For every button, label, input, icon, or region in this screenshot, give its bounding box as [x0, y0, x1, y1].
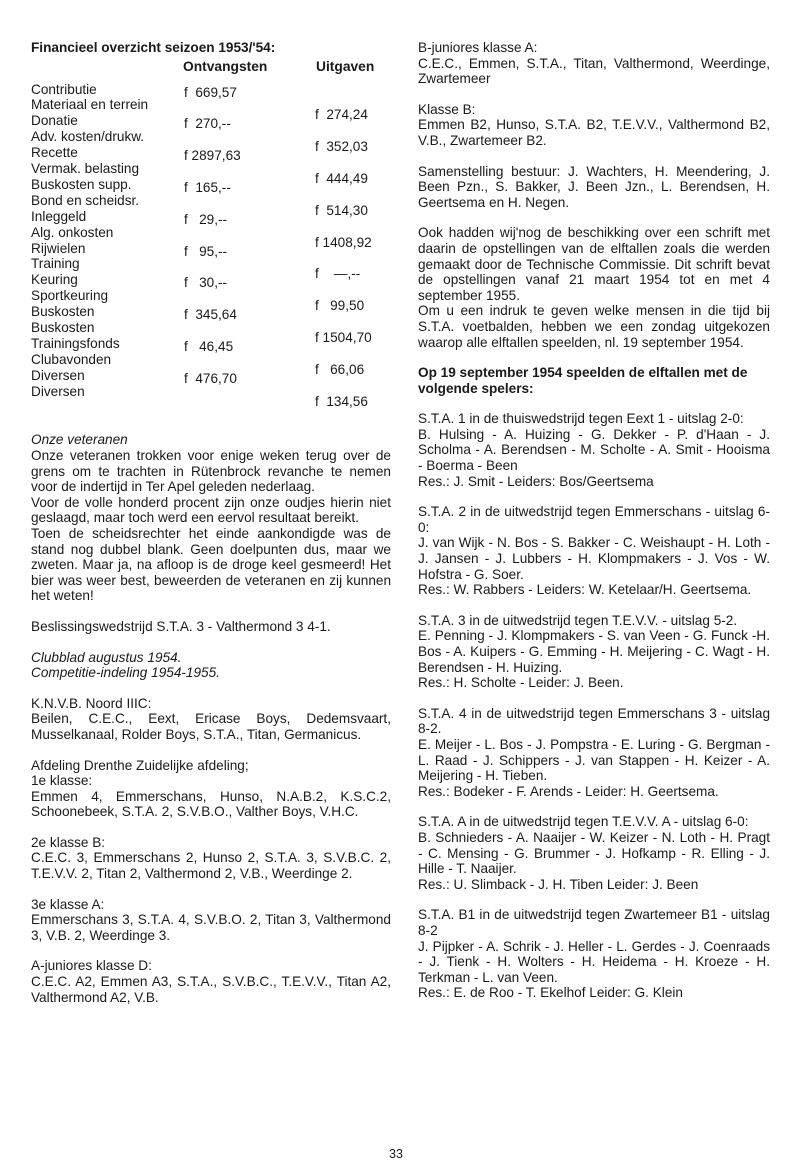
veterans-paragraph: Voor de volle honderd procent zijn onze oudjes hierin niet geslaagd, maar toch werd een eervol resultaat bereikt. — [31, 494, 391, 526]
financial-label: Diversen — [31, 383, 85, 399]
financial-row — [31, 368, 391, 384]
financial-label: Alg. onkosten — [31, 224, 114, 240]
financial-label: Bond en scheidsr. — [31, 192, 140, 208]
expense-header: Uitgaven — [316, 58, 375, 74]
income-amount: f 46,45 — [184, 338, 234, 354]
income-amount: f 270,-- — [184, 116, 231, 132]
income-amount: f 476,70 — [184, 370, 237, 386]
expense-amount: f 1408,92 — [315, 234, 372, 250]
financial-label: Materiaal en terrein — [31, 97, 149, 113]
league-block — [418, 102, 770, 149]
match-header: S.T.A. 2 in de uitwedstrijd tegen Emmerschans - uitslag 6-0: — [418, 504, 770, 535]
match-block — [418, 814, 770, 892]
income-amount: f 2897,63 — [184, 148, 241, 164]
veterans-paragraph: Toen de scheidsrechter het einde aankondigde was de stand nog dubbel blank. Geen doelpunten dus, maar we zweten. Maar ja, na afloop is de droge keel gesmeerd! Het bier was weer best, beweerden de veteranen en zij kunnen het weten! — [31, 525, 391, 604]
income-amount: f 30,-- — [184, 275, 228, 291]
competition-title: Competitie-indeling 1954-1955. — [31, 665, 220, 681]
notebook-paragraph: Ook hadden wij'nog de beschikking over een schrift met daarin de opstellingen van de elftallen zoals die werden gemaakt door de Technische Commissie. Dit schrift bevat de opstellingen vanaf 21 maart 1954 tot en met 4 september 1955. — [418, 225, 770, 303]
financial-row — [31, 241, 391, 257]
decider-result: Beslissingswedstrijd S.T.A. 3 - Valthermond 3 4-1. — [31, 618, 331, 634]
league-title: B-juniores klasse A: — [418, 40, 538, 55]
financial-row — [31, 272, 391, 291]
veterans-paragraph: Onze veteranen trokken voor enige weken terug over de grens om te trachten in Rütenbrock revanche te nemen voor de indertijd in Ter Apel geleden nederlaag. — [31, 448, 391, 495]
league-block — [31, 758, 391, 820]
financial-label: Inleggeld — [31, 208, 87, 224]
financial-label: Buskosten — [31, 319, 95, 335]
match-players: E. Penning - J. Klompmakers - S. van Veen - G. Funck -H. Bos - A. Kuipers - G. Emming - H. Meijering - C. Wagt - H. Berendsen - H. Huizing. — [418, 628, 770, 675]
match-block — [418, 613, 770, 691]
lineups-heading: Op 19 september 1954 speelden de elftallen met de volgende spelers: — [418, 365, 748, 396]
league-teams: C.E.C., Emmen, S.T.A., Titan, Valthermond, Weerdinge, Zwartemeer — [418, 55, 770, 87]
financial-row — [31, 177, 391, 193]
league-block — [31, 958, 391, 1005]
league-title: K.N.V.B. Noord IIIC: — [31, 695, 152, 711]
match-reserves: Res.: H. Scholte - Leider: J. Been. — [418, 675, 624, 691]
match-players: B. Schnieders - A. Naaijer - W. Keizer - N. Loth - H. Pragt - C. Mensing - G. Brummer - J. Hofkamp - R. Elling - J. Hille - T. Naaijer. — [418, 829, 770, 877]
match-players: E. Meijer - L. Bos - J. Pompstra - E. Luring - G. Bergman - L. Raad - J. Schippers - J. van Stappen - H. Keizer - A. Meijering - H. Tieben. — [418, 736, 770, 784]
financial-label: Vermak. belasting — [31, 161, 140, 177]
financial-row — [31, 82, 391, 98]
expense-amount: f 444,49 — [315, 171, 368, 187]
league-block — [418, 40, 770, 87]
right-column — [418, 40, 770, 1001]
league-teams: C.E.C. A2, Emmen A3, S.T.A., S.V.B.C., T.E.V.V., Titan A2, Valthermond A2, V.B. — [31, 974, 391, 1005]
league-teams: Emmen 4, Emmerschans, Hunso, N.A.B.2, K.S.C.2, Schoonebeek, S.T.A. 2, S.V.B.O., Valther Boys, V.H.C. — [31, 788, 391, 820]
league-title: 2e klasse B: — [31, 834, 106, 850]
expense-amount: f 1504,70 — [315, 329, 372, 345]
board-composition: Samenstelling bestuur: J. Wachters, H. Meendering, J. Been Pzn., S. Bakker, J. Been Jzn., L. Berendsen, H. Geertsema en H. Negen. — [418, 163, 770, 210]
financial-row — [31, 304, 391, 323]
financial-label: Keuring — [31, 272, 78, 288]
expense-amount: f 352,03 — [315, 139, 368, 155]
match-header: S.T.A. 3 in de uitwedstrijd tegen T.E.V.V. - uitslag 5-2. — [418, 612, 738, 628]
expense-amount: f 274,24 — [315, 107, 368, 123]
financial-row — [31, 145, 391, 164]
financial-label: Sportkeuring — [31, 288, 109, 304]
financial-label: Recette — [31, 145, 78, 161]
income-amount: f 165,-- — [184, 179, 231, 195]
income-amount: f 669,57 — [184, 84, 237, 100]
left-column — [31, 40, 391, 1005]
league-block — [31, 835, 391, 882]
match-reserves: Res.: J. Smit - Leiders: Bos/Geertsema — [418, 473, 654, 489]
match-reserves: Res.: W. Rabbers - Leiders: W. Ketelaar/H. Geertsema. — [418, 582, 752, 598]
clubblad-date: Clubblad augustus 1954. — [31, 649, 182, 665]
financial-label: Training — [31, 256, 80, 272]
financial-label: Buskosten — [31, 304, 95, 320]
financial-row — [31, 336, 391, 352]
league-teams: Emmen B2, Hunso, S.T.A. B2, T.E.V.V., Valthermond B2, V.B., Zwartemeer B2. — [418, 117, 770, 148]
match-block — [418, 706, 770, 800]
expense-amount: f 514,30 — [315, 202, 368, 218]
financial-label: Contributie — [31, 81, 97, 97]
league-teams: Emmerschans 3, S.T.A. 4, S.V.B.O. 2, Titan 3, Valthermond 3, V.B. 2, Weerdinge 3. — [31, 912, 391, 943]
page-number: 33 — [389, 1147, 403, 1161]
financial-header — [31, 56, 391, 82]
match-header: S.T.A. 4 in de uitwedstrijd tegen Emmerschans 3 - uitslag 8-2. — [418, 705, 770, 737]
financial-row — [31, 113, 391, 132]
income-amount: f 95,-- — [184, 243, 228, 259]
league-block — [31, 897, 391, 944]
league-title: 3e klasse A: — [31, 896, 105, 912]
match-reserves: Res.: E. de Roo - T. Ekelhof Leider: G. Klein — [418, 985, 683, 1001]
league-block — [31, 696, 391, 743]
income-amount: f 345,64 — [184, 307, 237, 323]
match-reserves: Res.: U. Slimback - J. H. Tiben Leider: J. Been — [418, 876, 699, 892]
financial-label: Buskosten supp. — [31, 176, 132, 192]
league-title: Klasse B: — [418, 101, 476, 117]
financial-row — [31, 209, 391, 225]
match-players: B. Hulsing - A. Huizing - G. Dekker - P. d'Haan - J. Scholma - A. Berendsen - M. Scholte - A. Smit - Hooisma - Boerma - Been — [418, 426, 770, 474]
financial-table — [31, 81, 391, 409]
match-players: J. Pijpker - A. Schrik - J. Heller - L. Gerdes - J. Coenraads - J. Tienk - H. Wolters - H. Heidema - H. Kroeze - H. Terkman - L. van Veen. — [418, 938, 770, 985]
veterans-heading: Onze veteranen — [31, 432, 128, 448]
match-header: S.T.A. 1 in de thuiswedstrijd tegen Eext 1 - uitslag 2-0: — [418, 411, 744, 427]
match-block — [418, 907, 770, 1001]
income-amount: f 29,-- — [184, 211, 228, 227]
expense-amount: f 66,06 — [315, 361, 365, 377]
league-title: Afdeling Drenthe Zuidelijke afdeling; — [31, 757, 249, 773]
match-list — [418, 411, 770, 1001]
financial-label: Trainingsfonds — [31, 335, 120, 351]
financial-label: Adv. kosten/drukw. — [31, 129, 145, 145]
match-block — [418, 411, 770, 489]
expense-amount: f —,-- — [315, 266, 361, 282]
notebook-paragraph: Om u een indruk te geven welke mensen in die tijd bij S.T.A. voetbalden, hebben we een zondag uitgekozen waarop alle elftallen speelden, nl. 19 september 1954. — [418, 303, 770, 350]
financial-row — [31, 383, 391, 409]
match-header: S.T.A. A in de uitwedstrijd tegen T.E.V.V. A - uitslag 6-0: — [418, 814, 749, 830]
financial-label: Clubavonden — [31, 351, 112, 367]
league-teams: Beilen, C.E.C., Eext, Ericase Boys, Dedemsvaart, Musselkanaal, Rolder Boys, S.T.A., Titan, Germanicus. — [31, 711, 391, 742]
match-reserves: Res.: Bodeker - F. Arends - Leider: H. Geertsema. — [418, 783, 719, 799]
league-subtitle: 1e klasse: — [31, 773, 93, 789]
match-header: S.T.A. B1 in de uitwedstrijd tegen Zwartemeer B1 - uitslag 8-2 — [418, 907, 770, 938]
match-players: J. van Wijk - N. Bos - S. Bakker - C. Weishaupt - H. Loth -J. Jansen - J. Lubbers - H. Klompmakers - J. Vos - W. Hofstra - G. Soer. — [418, 535, 770, 582]
income-header: Ontvangsten — [183, 58, 268, 74]
financial-label: Rijwielen — [31, 240, 86, 256]
expense-amount: f 99,50 — [315, 298, 365, 314]
financial-label: Diversen — [31, 367, 85, 383]
financial-label: Donatie — [31, 113, 78, 129]
expense-amount: f 134,56 — [315, 393, 368, 409]
financial-title: Financieel overzicht seizoen 1953/'54: — [31, 40, 276, 55]
league-teams: C.E.C. 3, Emmerschans 2, Hunso 2, S.T.A. 3, S.V.B.C. 2, T.E.V.V. 2, Titan 2, Valthermond 2, V.B., Weerdinge 2. — [31, 850, 391, 882]
match-block — [418, 504, 770, 598]
league-title: A-juniores klasse D: — [31, 958, 152, 974]
